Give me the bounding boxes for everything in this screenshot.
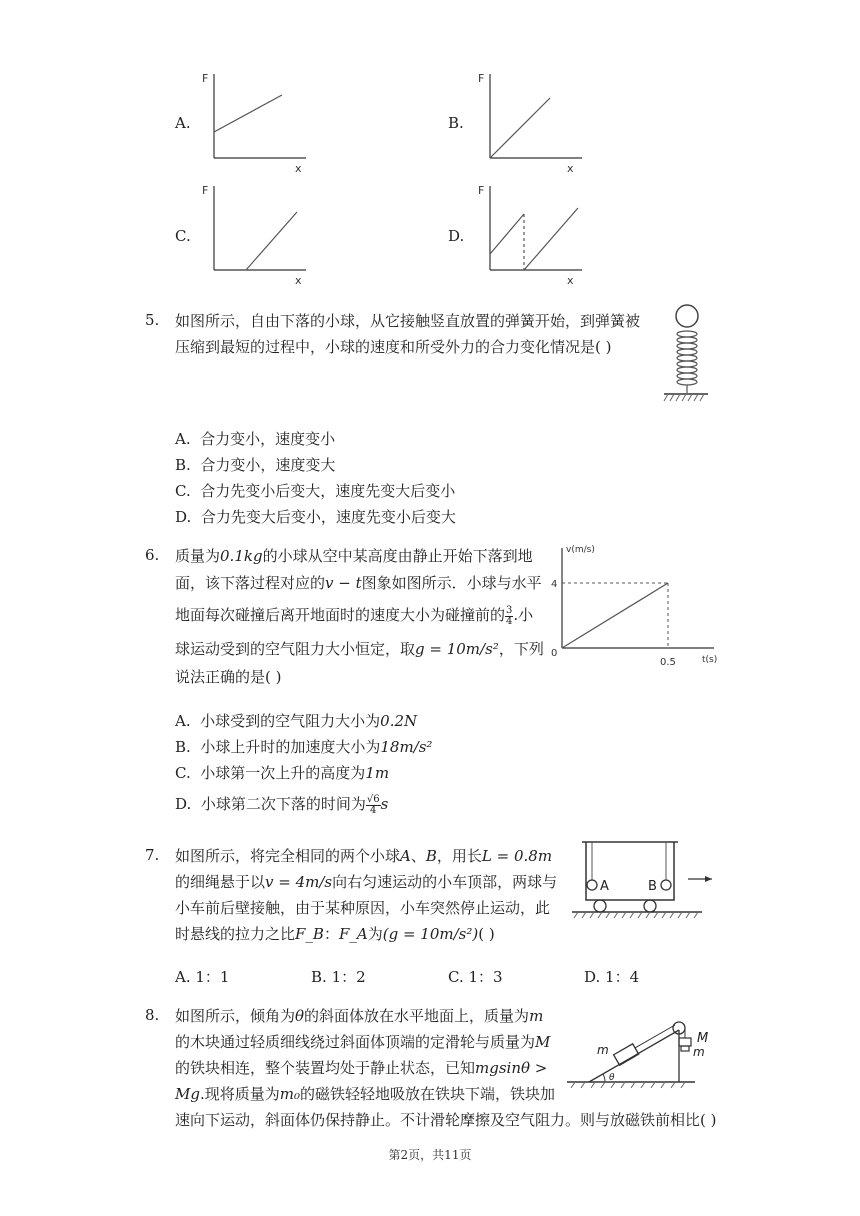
cart-figure bbox=[570, 838, 720, 920]
x-axis-label: x bbox=[295, 274, 302, 287]
q7-line1: 如图所示，将完全相同的两个小球A、B，用长L = 0.8m bbox=[175, 847, 553, 865]
q7-line2: 的细绳悬于以v = 4m/s向右匀速运动的小车顶部，两球与 bbox=[175, 873, 558, 891]
incline-pulley-figure bbox=[565, 1018, 725, 1090]
option-b-letter: B. bbox=[448, 114, 464, 132]
q6-choice-c[interactable]: C. 小球第一次上升的高度为1m bbox=[175, 764, 390, 782]
q5-choice-c[interactable]: C. 合力先变小后变大，速度先变大后变小 bbox=[175, 482, 456, 500]
page-footer: 第2页，共11页 bbox=[388, 1148, 472, 1162]
y-axis-label: F bbox=[202, 184, 209, 197]
q5-choice-d[interactable]: D. 合力先变大后变小，速度先变小后变大 bbox=[175, 508, 456, 526]
graph-option-c bbox=[198, 180, 318, 288]
q5-choice-b[interactable]: B. 合力变小，速度变大 bbox=[175, 456, 336, 474]
iron-M-label: M bbox=[697, 1031, 709, 1046]
x-axis-label: x bbox=[295, 162, 302, 175]
q8-number: 8. bbox=[145, 1006, 160, 1024]
q6-choice-d[interactable]: D. 小球第二次下落的时间为 $\frac{√6}{4}$ s bbox=[175, 793, 389, 816]
q7-choice-c[interactable]: C. 1：3 bbox=[448, 968, 503, 986]
q7-choice-a[interactable]: A. 1：1 bbox=[175, 968, 230, 986]
q6-choice-b[interactable]: B. 小球上升时的加速度大小为18m/s² bbox=[175, 738, 433, 756]
q8-line1: 如图所示，倾角为θ的斜面体放在水平地面上，质量为m bbox=[175, 1007, 544, 1025]
q6-line1: 质量为0.1kg的小球从空中某高度由静止开始下落到地 bbox=[175, 547, 533, 565]
graph-option-a bbox=[198, 68, 318, 176]
q8-line5: 速向下运动，斜面体仍保持静止。不计滑轮摩擦及空气阻力。则与放磁铁前相比( ) bbox=[175, 1111, 717, 1129]
q8-line2: 的木块通过轻质细线绕过斜面体顶端的定滑轮与质量为M bbox=[175, 1033, 551, 1051]
x-tick-label: 0.5 bbox=[660, 657, 676, 668]
q5-number: 5. bbox=[145, 311, 160, 329]
q8-line4: Mg.现将质量为m₀的磁铁轻轻地吸放在铁块下端，铁块加 bbox=[175, 1085, 556, 1103]
q7-choice-b[interactable]: B. 1：2 bbox=[311, 968, 366, 986]
x-axis-label: x bbox=[567, 274, 574, 287]
q8-line3: 的铁块相连，整个装置均处于静止状态，已知mgsinθ > bbox=[175, 1059, 548, 1077]
q5-line2: 压缩到最短的过程中，小球的速度和所受外力的合力变化情况是( ) bbox=[175, 338, 612, 356]
q5-line1: 如图所示，自由下落的小球，从它接触竖直放置的弹簧开始，到弹簧被 bbox=[175, 312, 641, 330]
q7-line3: 小车前后壁接触，由于某种原因，小车突然停止运动，此 bbox=[175, 899, 551, 917]
q6-line4: 球运动受到的空气阻力大小恒定，取g = 10m/s²，下列 bbox=[175, 640, 544, 658]
q6-line2: 面，该下落过程对应的v − t图象如图所示．小球与水平 bbox=[175, 574, 542, 592]
q7-choice-d[interactable]: D. 1：4 bbox=[584, 968, 640, 986]
q6-choice-a[interactable]: A. 小球受到的空气阻力大小为0.2N bbox=[175, 712, 418, 730]
ball-a-label: A bbox=[600, 879, 609, 894]
theta-label: θ bbox=[609, 1073, 615, 1083]
graph-option-b bbox=[474, 68, 594, 176]
q6-line3: 地面每次碰撞后离开地面时的速度大小为碰撞前的 $\frac{3}{4}$ .小 bbox=[175, 604, 534, 627]
origin-label: 0 bbox=[551, 648, 558, 659]
graph-option-d bbox=[474, 180, 594, 288]
q6-line5: 说法正确的是( ) bbox=[175, 668, 282, 686]
q6-number: 6. bbox=[145, 546, 160, 564]
q5-choice-a[interactable]: A. 合力变小，速度变小 bbox=[175, 430, 336, 448]
x-axis-label: t(s) bbox=[702, 655, 718, 665]
y-axis-label: F bbox=[478, 184, 485, 197]
q7-number: 7. bbox=[145, 846, 160, 864]
ball-b-label: B bbox=[648, 879, 657, 894]
x-axis-label: x bbox=[567, 162, 574, 175]
vt-graph bbox=[546, 540, 726, 670]
q7-line4: 时悬线的拉力之比F_B：F_A为(g = 10m/s²)( ) bbox=[175, 925, 495, 943]
y-axis-label: v(m/s) bbox=[566, 545, 595, 555]
option-d-letter: D. bbox=[448, 227, 465, 245]
spring-ball-figure bbox=[660, 302, 710, 404]
magnet-m-label: m bbox=[693, 1045, 705, 1059]
y-tick-label: 4 bbox=[551, 579, 558, 590]
option-c-letter: C. bbox=[175, 227, 191, 245]
block-m-label: m bbox=[597, 1043, 609, 1057]
y-axis-label: F bbox=[202, 72, 209, 85]
option-a-letter: A. bbox=[175, 114, 191, 132]
y-axis-label: F bbox=[478, 72, 485, 85]
